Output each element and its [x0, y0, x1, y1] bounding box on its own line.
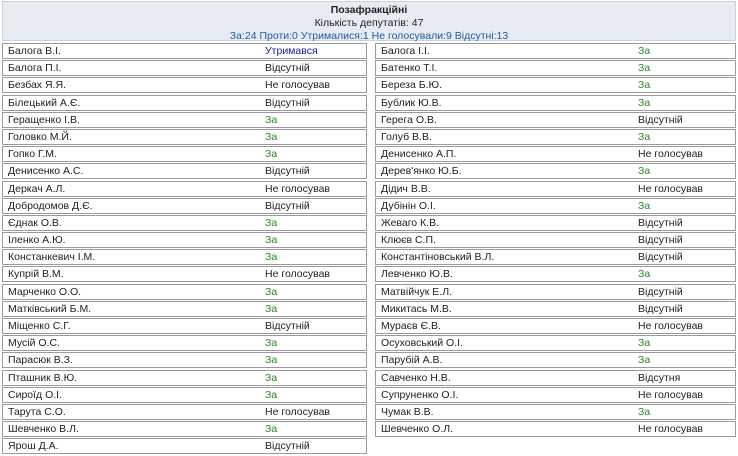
deputy-row — [375, 60, 736, 76]
deputy-name: Тарута С.О. — [8, 405, 66, 418]
deputy-row — [375, 215, 736, 231]
deputy-name: Мусій О.С. — [8, 337, 60, 350]
deputy-name: Дідич В.В. — [381, 182, 431, 195]
deputy-vote: Утримався — [265, 45, 318, 57]
deputy-vote: Не голосував — [638, 148, 704, 161]
deputy-vote: Відсутня — [638, 371, 681, 384]
deputy-row — [375, 421, 736, 437]
deputy-row — [2, 60, 367, 76]
deputy-row — [375, 335, 736, 351]
deputy-vote: За — [638, 337, 651, 350]
deputy-row — [375, 198, 736, 214]
deputy-name: Береза Б.Ю. — [381, 79, 443, 92]
deputy-vote: Не голосував — [265, 405, 331, 418]
deputy-name: Голуб В.В. — [381, 130, 432, 143]
deputy-vote: Не голосував — [265, 268, 331, 281]
deputy-row — [2, 266, 367, 282]
deputy-vote: За — [265, 337, 278, 350]
deputy-vote: За — [638, 96, 651, 109]
deputy-vote: За — [265, 388, 278, 401]
deputy-vote: За — [265, 113, 278, 126]
deputy-vote: За — [638, 268, 651, 281]
deputy-row — [2, 163, 367, 179]
deputy-vote: Відсутній — [265, 62, 310, 75]
deputy-vote: Не голосував — [638, 182, 704, 195]
deputy-vote: Відсутній — [638, 113, 683, 126]
deputy-name: Батенко Т.І. — [381, 62, 438, 75]
deputy-name: Дубінін О.І. — [381, 199, 436, 212]
right-column — [375, 43, 736, 438]
deputy-vote: Відсутній — [265, 96, 310, 109]
left-column — [2, 43, 367, 456]
deputy-name: Савченко Н.В. — [381, 371, 451, 384]
deputy-vote: За — [638, 79, 651, 92]
deputy-name: Бублик Ю.В. — [381, 96, 442, 109]
deputy-vote: Не голосував — [638, 423, 704, 436]
deputy-name: Чумак В.В. — [381, 405, 434, 418]
deputy-vote: За — [265, 354, 278, 367]
deputy-name: Купрій В.М. — [8, 268, 64, 281]
deputy-vote: Відсутній — [638, 285, 683, 298]
deputy-row — [2, 335, 367, 351]
deputy-name: Денисенко А.П. — [381, 148, 457, 161]
deputy-row — [375, 284, 736, 300]
deputy-vote: За — [638, 62, 651, 75]
faction-title: Позафракційні — [330, 4, 408, 16]
deputy-row — [2, 43, 367, 59]
deputy-row — [375, 112, 736, 128]
deputy-row — [2, 146, 367, 162]
deputy-vote: Відсутній — [638, 302, 683, 315]
deputy-name: Микитась М.В. — [381, 302, 452, 315]
deputy-row — [375, 232, 736, 248]
faction-header — [2, 1, 736, 41]
deputy-name: Іленко А.Ю. — [8, 234, 66, 247]
deputy-name: Ярош Д.А. — [8, 440, 59, 453]
deputy-name: Супруненко О.І. — [381, 388, 459, 401]
deputy-row — [375, 43, 736, 59]
deputy-row — [375, 95, 736, 111]
deputy-name: Дерев'янко Ю.Б. — [381, 165, 462, 178]
deputy-row — [2, 318, 367, 334]
deputy-name: Шевченко О.Л. — [381, 423, 454, 436]
deputy-name: Єднак О.В. — [8, 216, 62, 229]
deputy-row — [2, 95, 367, 111]
deputy-vote: За — [265, 302, 278, 315]
deputy-row — [2, 249, 367, 265]
deputy-row — [2, 387, 367, 403]
deputy-vote: За — [638, 130, 651, 143]
deputy-name: Денисенко А.С. — [8, 165, 84, 178]
deputy-vote: Відсутній — [638, 251, 683, 264]
deputy-name: Шевченко В.Л. — [8, 423, 79, 436]
deputy-name: Левченко Ю.В. — [381, 268, 453, 281]
deputy-row — [2, 112, 367, 128]
deputy-name: Міщенко С.Г. — [8, 320, 71, 332]
deputy-name: Матківський Б.М. — [8, 302, 92, 315]
deputy-vote: Не голосував — [638, 388, 704, 401]
deputy-name: Парубій А.В. — [381, 354, 443, 367]
deputy-vote: Не голосував — [638, 320, 704, 332]
deputy-name: Гопко Г.М. — [8, 148, 57, 161]
deputy-row — [2, 77, 367, 93]
deputy-row — [375, 77, 736, 93]
deputy-name: Герега О.В. — [381, 113, 437, 126]
deputy-vote: За — [265, 234, 278, 247]
deputy-row — [375, 266, 736, 282]
deputy-name: Клюєв С.П. — [381, 234, 436, 247]
deputy-vote: За — [638, 405, 651, 418]
deputy-name: Балога В.І. — [8, 45, 61, 57]
deputy-row — [2, 181, 367, 197]
deputy-vote: За — [265, 148, 278, 161]
deputy-vote: За — [638, 354, 651, 367]
deputy-vote: За — [265, 130, 278, 143]
deputy-vote: За — [265, 371, 278, 384]
deputy-vote: Не голосував — [265, 79, 331, 92]
deputy-row — [2, 352, 367, 368]
deputy-name: Пташник В.Ю. — [8, 371, 78, 384]
deputy-vote: За — [265, 216, 278, 229]
deputy-row — [2, 232, 367, 248]
deputy-vote: За — [265, 285, 278, 298]
deputy-vote: Відсутній — [265, 320, 310, 332]
deputy-row — [2, 215, 367, 231]
deputy-row — [2, 284, 367, 300]
deputy-name: Константіновський В.Л. — [381, 251, 495, 264]
deputy-vote: Не голосував — [265, 182, 331, 195]
deputy-row — [2, 129, 367, 145]
deputy-row — [2, 370, 367, 386]
deputy-name: Осуховський О.І. — [381, 337, 463, 350]
deputy-vote: За — [265, 423, 278, 436]
deputy-name: Матвійчук Е.Л. — [381, 285, 453, 298]
deputy-name: Геращенко І.В. — [8, 113, 80, 126]
deputy-row — [375, 181, 736, 197]
deputy-vote: Відсутній — [265, 165, 310, 178]
deputy-row — [375, 301, 736, 317]
deputies-count: Кількість депутатів: 47 — [314, 17, 424, 29]
deputy-row — [375, 129, 736, 145]
deputy-row — [375, 387, 736, 403]
deputy-row — [2, 438, 367, 454]
deputy-row — [2, 404, 367, 420]
deputy-name: Мураєв Є.В. — [381, 320, 441, 332]
deputy-row — [375, 404, 736, 420]
deputy-row — [2, 198, 367, 214]
deputy-vote: За — [638, 165, 651, 178]
deputy-row — [375, 146, 736, 162]
deputy-name: Добродомов Д.Є. — [8, 199, 93, 212]
vote-summary: За:24 Проти:0 Утрималися:1 Не голосували:9 Відсутні:13 — [229, 30, 509, 42]
deputy-vote: Відсутній — [265, 440, 310, 453]
deputy-vote: За — [638, 45, 651, 57]
deputy-row — [375, 163, 736, 179]
deputy-row — [375, 370, 736, 386]
deputy-name: Парасюк В.З. — [8, 354, 73, 367]
deputy-name: Головко М.Й. — [8, 130, 72, 143]
deputy-row — [2, 421, 367, 437]
deputy-name: Білецький А.Є. — [8, 96, 81, 109]
deputy-name: Балога І.І. — [381, 45, 430, 57]
deputy-row — [375, 249, 736, 265]
deputy-name: Сироїд О.І. — [8, 388, 63, 401]
deputy-vote: Відсутній — [638, 234, 683, 247]
deputy-vote: За — [638, 199, 651, 212]
deputy-name: Жеваго К.В. — [381, 216, 440, 229]
deputy-vote: Відсутній — [265, 199, 310, 212]
deputy-row — [2, 301, 367, 317]
deputy-name: Деркач А.Л. — [8, 182, 66, 195]
deputy-name: Констанкевич І.М. — [8, 251, 96, 264]
deputy-row — [375, 318, 736, 334]
deputy-name: Балога П.І. — [8, 62, 62, 75]
deputy-vote: Відсутній — [638, 216, 683, 229]
deputy-vote: За — [265, 251, 278, 264]
deputy-row — [375, 352, 736, 368]
deputy-name: Безбах Я.Я. — [8, 79, 66, 92]
deputy-name: Марченко О.О. — [8, 285, 82, 298]
